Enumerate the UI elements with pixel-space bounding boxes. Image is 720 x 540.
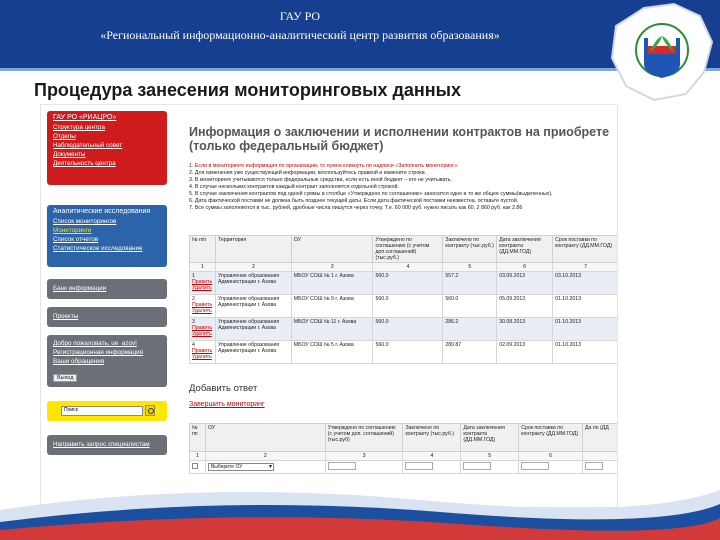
col-number: 1 [190,452,206,461]
col-header: ОУ [205,424,325,452]
school-cell: МБОУ СОШ № 5 г. Азова [291,341,373,364]
menu-item-registration-info[interactable]: Регистрационная информация [53,349,144,356]
menu-item-info-bank[interactable]: Банк информации [53,285,107,292]
menu-item-projects[interactable]: Проекты [53,313,79,320]
row-number: 4 [192,342,195,348]
row-number: 3 [192,319,195,325]
instruction-line: 6. Дата фактической поставки не должна быть позднее текущей даты. Если дата фактической поставки неизвестна, оставьте пустой. [189,198,519,204]
menu-item-activity[interactable]: Деятельность центра [53,160,116,167]
column-number-row [190,452,619,461]
col-number: 1 [190,263,216,272]
menu-item-structure[interactable]: Структура центра [53,124,106,131]
instruction-line: 3. В мониторинге учитываются только федеральные средства, если есть иной бюджет – его не учитывать. [189,177,453,183]
approved-cell: 560.0 [373,295,443,318]
col-header: № пп [190,424,206,452]
contract-cell: 560.0 [443,295,497,318]
col-header: № п/п [190,236,216,263]
table-row [190,272,619,295]
request-panel [47,435,167,455]
school-cell: МБОУ СОШ № 9 г. Азова [291,295,373,318]
menu-item-board[interactable]: Наблюдательный совет [53,142,123,149]
instructions [189,163,618,212]
contract-cell: 280.87 [443,341,497,364]
column-number-row [190,263,619,272]
col-header: Дата заключения контракта (ДД.ММ.ГОД) [461,424,519,452]
delete-link[interactable]: Удалить [192,354,212,360]
row-cell-number [190,272,216,295]
col-number: 5 [461,452,519,461]
edit-link[interactable]: Править [192,279,213,285]
edit-link[interactable]: Править [192,302,213,308]
menu-item-send-request[interactable]: Направить запрос специалистам [53,441,150,448]
territory-cell: Управление образования Администрации г. Азова [215,272,291,295]
date-cell: 30.08.2013 [497,318,553,341]
contract-input[interactable] [405,462,433,470]
territory-cell: Управление образования Администрации г. Азова [215,318,291,341]
date-cell: 02.09.2013 [497,341,553,364]
date-input[interactable] [463,462,491,470]
approved-cell: 560.0 [373,272,443,295]
col-number: 5 [443,263,497,272]
instruction-line: 5. В случае заключения контрактов под одной суммы в столбце «Утверждено по соглашению» заносится одно и то же общее суммы(выделенных). [189,191,553,197]
analytics-panel [47,205,167,267]
menu-item-report-list[interactable]: Список отчетов [53,236,99,243]
welcome-text: Добро пожаловать, ue_azov! [53,340,137,347]
col-number: 2 [205,452,325,461]
finish-monitoring-link[interactable]: Завершить мониторинг [189,401,265,408]
bottom-decoration [0,470,720,540]
col-header: Дата заключения контракта (ДД.ММ.ГОД) [497,236,553,263]
region-map-logo-icon [604,2,716,102]
row-number: 2 [192,296,195,302]
col-header: Территория [215,236,291,263]
instruction-line: 1. Если в мониторинге информация по организации, то нужно кликнуть по надписи «Заполнить мониторинг». [189,163,459,169]
projects-panel [47,307,167,327]
main-content [189,125,618,212]
col-number [583,452,618,461]
row-cell-number [190,341,216,364]
col-header: Да по (ДД [583,424,618,452]
term-cell: 01.10.2013 [553,295,618,318]
term-cell: 01.10.2013 [553,341,618,364]
col-number: 6 [497,263,553,272]
content-subtitle: (только федеральный бюджет) [189,139,384,153]
territory-cell: Управление образования Администрации г. Азова [215,341,291,364]
date-cell: 05.09.2013 [497,295,553,318]
header-org: ГАУ РО [279,9,321,23]
col-header: Срок поставки по контракту (ДД.ММ.ГОД) [519,424,583,452]
search-icon[interactable] [145,405,155,416]
content-title: Информация о заключении и исполнении контрактов на приобрете [189,125,610,139]
date-cell: 03.09.2013 [497,272,553,295]
term-input[interactable] [521,462,549,470]
col-number: 3 [291,263,373,272]
row-number: 1 [192,273,195,279]
col-number: 4 [373,263,443,272]
delete-link[interactable]: Удалить [192,331,212,337]
logout-button[interactable]: Выход [53,374,77,382]
term-cell: 03.10.2013 [553,272,618,295]
col-header: ОУ [291,236,373,263]
edit-link[interactable]: Править [192,348,213,354]
extra-input[interactable] [585,462,603,470]
search-input[interactable]: Поиск [61,406,143,416]
table-row [190,318,619,341]
contracts-table [189,235,618,364]
col-number: 7 [553,263,618,272]
analytics-title[interactable]: Аналитические исследования [53,208,151,215]
school-cell: МБОУ СОШ № 11 г. Азова [291,318,373,341]
menu-item-documents[interactable]: Документы [53,151,86,158]
instruction-line: 4. В случае нескольких контрактов каждый контракт заполняется отдельной строкой. [189,184,399,190]
col-header: Заключено по контракту (тыс.руб.) [403,424,461,452]
search-panel [47,401,167,421]
menu-item-departments[interactable]: Отделы [53,133,76,140]
center-menu-panel [47,111,167,185]
menu-item-statistics[interactable]: Статистическое исследование [53,245,143,252]
delete-link[interactable]: Удалить [192,308,212,314]
col-header: Срок поставки по контракту (ДД.ММ.ГОД) [553,236,618,263]
contract-cell: 286.2 [443,318,497,341]
table-row [190,341,619,364]
approved-cell: 560.0 [373,341,443,364]
col-number: 6 [519,452,583,461]
instruction-line: 7. Все суммы заполняются в тыс. рублей, дробные числа пишутся через точку. Т.е. 60 000 руб. нужно писать как 60, 2 860 руб. как 2.86 [189,205,523,211]
territory-cell: Управление образования Администрации г. Азова [215,295,291,318]
page-title: Процедура занесения мониторинговых данных [34,80,462,100]
center-menu-title[interactable]: ГАУ РО «РИАЦРО» [53,114,117,121]
col-number: 3 [325,452,403,461]
add-answer-table [189,423,618,474]
table-row [190,295,619,318]
row-cell-number [190,295,216,318]
delete-link[interactable]: Удалить [192,285,212,291]
term-cell: 01.10.2013 [553,318,618,341]
row-checkbox[interactable] [192,463,198,469]
col-header: Утверждено по соглашению (с учетом доп. соглашений) (тыс.руб) [325,424,403,452]
info-bank-panel [47,279,167,299]
col-number: 2 [215,263,291,272]
add-answer-heading: Добавить ответ [189,383,258,394]
user-panel [47,335,167,387]
contract-cell: 557.2 [443,272,497,295]
col-header: Утверждено по соглашению (с учетом доп.соглашений) (тыс.руб.) [373,236,443,263]
menu-item-monitoring-list[interactable]: Список мониторингов [53,218,117,225]
school-cell: МБОУ СОШ № 1 г. Азова [291,272,373,295]
header-full-name: «Региональный информационно-аналитический центр развития образования» [100,28,500,42]
approved-cell: 560.0 [373,318,443,341]
col-number: 4 [403,452,461,461]
menu-item-your-requests[interactable]: Ваши обращения [53,358,105,365]
menu-item-monitorings[interactable]: Мониторинги [53,227,92,234]
edit-link[interactable]: Править [192,325,213,331]
approved-input[interactable] [328,462,356,470]
school-select[interactable]: Выберите ОУ ▾ [208,463,274,471]
site-screenshot [40,104,618,508]
row-cell-number [190,318,216,341]
col-header: Заключено по контракту (тыс.руб.) [443,236,497,263]
instruction-line: 2. Для изменения уже существующей информации, воспользуйтесь правкой и измените строки. [189,170,427,176]
